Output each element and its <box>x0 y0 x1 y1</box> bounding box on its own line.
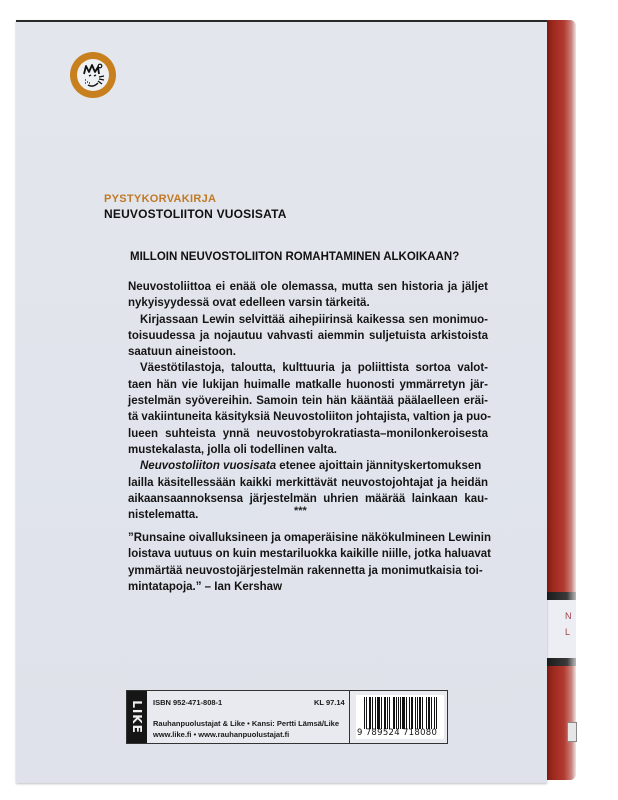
review-quote <box>128 530 492 595</box>
spine-band-bottom-stripe <box>546 658 576 666</box>
publisher-credits: Rauhanpuolustajat & Like • Kansi: Pertti Lämsä/Like <box>153 719 340 728</box>
publisher-websites: www.like.fi • www.rauhanpuolustajat.fi <box>153 730 290 739</box>
spine-publisher-logo <box>567 722 577 742</box>
book-title: NEUVOSTOLIITON VUOSISATA <box>104 207 287 221</box>
spine-band-top-stripe <box>546 592 576 600</box>
barcode-number: 9 789524 718080 <box>357 728 438 738</box>
text-line: taen hän vie lukijan huimalle matkalle huonosti ymmärretyn jär- <box>128 378 488 391</box>
text-line: mustekalasta, jolla oli todellinen valta. <box>128 443 337 456</box>
pystykorva-logo <box>70 52 116 98</box>
quote-line: ymmärtää neuvostojärjestelmän rakennetta ja monimutkaisia toi- <box>128 564 483 577</box>
blurb-paragraph <box>128 279 488 312</box>
like-logo-text: LIKE <box>130 700 145 734</box>
isbn: ISBN 952-471-808-1 <box>153 698 223 707</box>
book-spine <box>546 20 576 780</box>
blurb-paragraph-cont <box>128 328 488 361</box>
blurb-paragraph <box>128 360 488 376</box>
text-line: Neuvostoliittoa ei enää ole olemassa, mutta sen historia ja jäljet <box>128 281 488 293</box>
quote-line: ”Runsaine oivalluksineen ja omaperäisine näkökulmineen Lewinin <box>128 532 491 544</box>
headline-question: MILLOIN NEUVOSTOLIITON ROMAHTAMINEN ALKOIKAAN? <box>130 251 460 263</box>
publisher-info-box <box>126 690 448 744</box>
spine-letter: N <box>565 611 573 621</box>
barcode-bars <box>364 697 438 729</box>
blurb-paragraph <box>128 458 488 474</box>
blurb-body <box>128 279 491 523</box>
text-line: nistelematta. <box>128 509 199 522</box>
back-cover <box>16 20 547 783</box>
section-separator: *** <box>294 505 307 517</box>
text-line: lueen suhteista ynnä neuvostobyrokratiasta–monilonkeroisesta <box>128 427 488 440</box>
series-label: PYSTYKORVAKIRJA <box>104 193 217 205</box>
quote-line: loistava uutuus on kuin mestariluokka kaikille niille, jotka haluavat <box>128 548 492 561</box>
text-line: saatuun aineistoon. <box>128 346 236 359</box>
italic-book-title: Neuvostoliiton vuosisata <box>140 460 277 473</box>
text-line: toisuudessa ja nojautuu vahvasti aiemmin suljetuista arkistoista <box>128 329 488 342</box>
text-line: nykyisyydessä ovat edelleen varsin tärkeitä. <box>128 297 370 310</box>
blurb-paragraph-cont <box>128 475 488 524</box>
blurb-paragraph <box>128 312 488 328</box>
quote-line: mintatapoja.” – Ian Kershaw <box>128 580 283 593</box>
info-text-block <box>127 691 349 743</box>
blurb-paragraph-cont <box>128 377 491 458</box>
text-line: Kirjassaan Lewin selvittää aihepiirinsä kaikessa sen monimuo- <box>140 313 488 326</box>
info-divider <box>349 691 350 743</box>
cat-face-icon <box>77 59 109 91</box>
spine-letter: L <box>565 627 572 637</box>
text-line: etenee ajoittain jännityskertomuksen <box>276 460 482 473</box>
text-line: jestelmän syövereihin. Samoin tein hän kääntää päälaelleen eräi- <box>128 395 488 408</box>
text-line: Väestötilastoja, taloutta, kulttuuria ja poliittista sortoa valot- <box>140 362 488 375</box>
text-line: lailla käsitellessään kaikki merkittävät neuvostojohtajat ja heidän <box>128 476 488 489</box>
text-line: tä vakiintuneita käsityksiä Neuvostoliiton johtajista, valtion ja puo- <box>128 411 491 424</box>
isbn-barcode <box>356 695 444 739</box>
spine-title-fragment <box>565 608 573 640</box>
library-classification: KL 97.14 <box>314 698 345 707</box>
text-line: aikaansaannoksensa järjestelmän uhrien määrää lainkaan kau- <box>128 492 488 505</box>
